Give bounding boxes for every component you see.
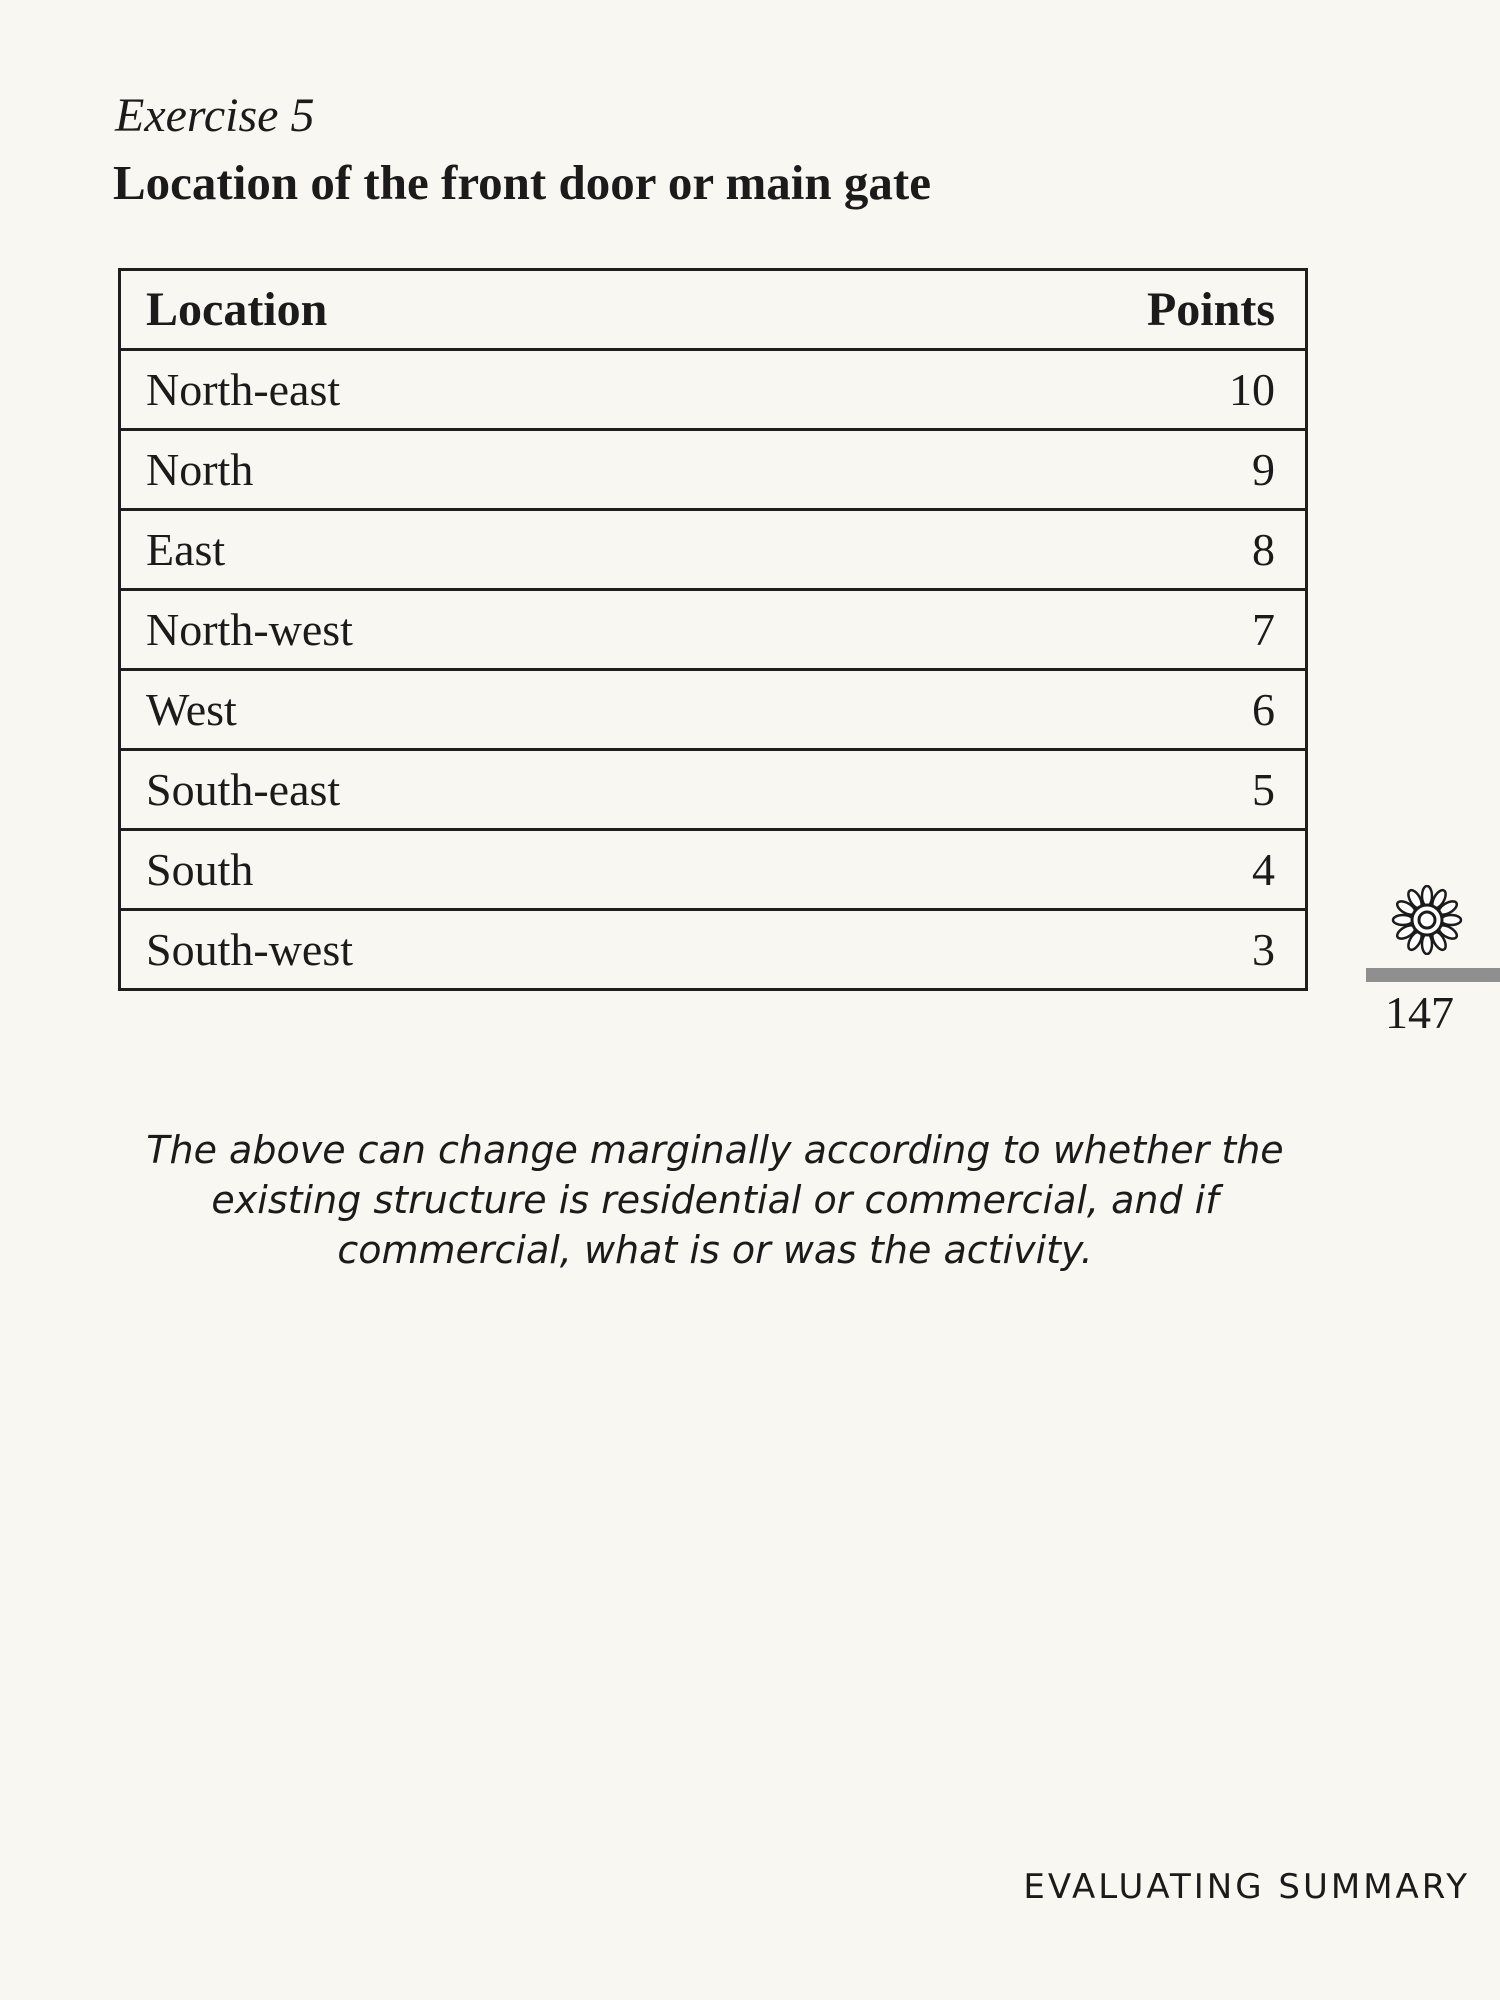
points-cell: 5 bbox=[818, 750, 1307, 830]
page-title: Location of the front door or main gate bbox=[113, 155, 931, 210]
points-cell: 8 bbox=[818, 510, 1307, 590]
table-header-row bbox=[120, 270, 1307, 350]
table-row bbox=[120, 670, 1307, 750]
points-cell: 6 bbox=[818, 670, 1307, 750]
points-cell: 3 bbox=[818, 910, 1307, 990]
margin-rule bbox=[1366, 968, 1500, 982]
table-row bbox=[120, 510, 1307, 590]
location-cell: North-east bbox=[120, 350, 818, 430]
column-header-points: Points bbox=[818, 270, 1307, 350]
location-cell: North-west bbox=[120, 590, 818, 670]
table-row bbox=[120, 910, 1307, 990]
location-cell: East bbox=[120, 510, 818, 590]
table-row bbox=[120, 430, 1307, 510]
running-footer: EVALUATING SUMMARY bbox=[1023, 1867, 1470, 1907]
flower-icon bbox=[1384, 885, 1470, 955]
location-cell: South-west bbox=[120, 910, 818, 990]
column-header-location: Location bbox=[120, 270, 818, 350]
exercise-label: Exercise 5 bbox=[115, 89, 315, 142]
table-row bbox=[120, 830, 1307, 910]
page-number: 147 bbox=[1385, 987, 1454, 1038]
table-note: The above can change marginally according to whether the existing structure is residential or commercial, and if commercial, what is or was the activity. bbox=[146, 1128, 1284, 1272]
points-table bbox=[118, 268, 1308, 991]
points-cell: 4 bbox=[818, 830, 1307, 910]
location-cell: South-east bbox=[120, 750, 818, 830]
table-row bbox=[120, 350, 1307, 430]
table-row bbox=[120, 750, 1307, 830]
location-cell: North bbox=[120, 430, 818, 510]
location-cell: West bbox=[120, 670, 818, 750]
table-row bbox=[120, 590, 1307, 670]
location-cell: South bbox=[120, 830, 818, 910]
points-cell: 10 bbox=[818, 350, 1307, 430]
points-cell: 9 bbox=[818, 430, 1307, 510]
points-cell: 7 bbox=[818, 590, 1307, 670]
